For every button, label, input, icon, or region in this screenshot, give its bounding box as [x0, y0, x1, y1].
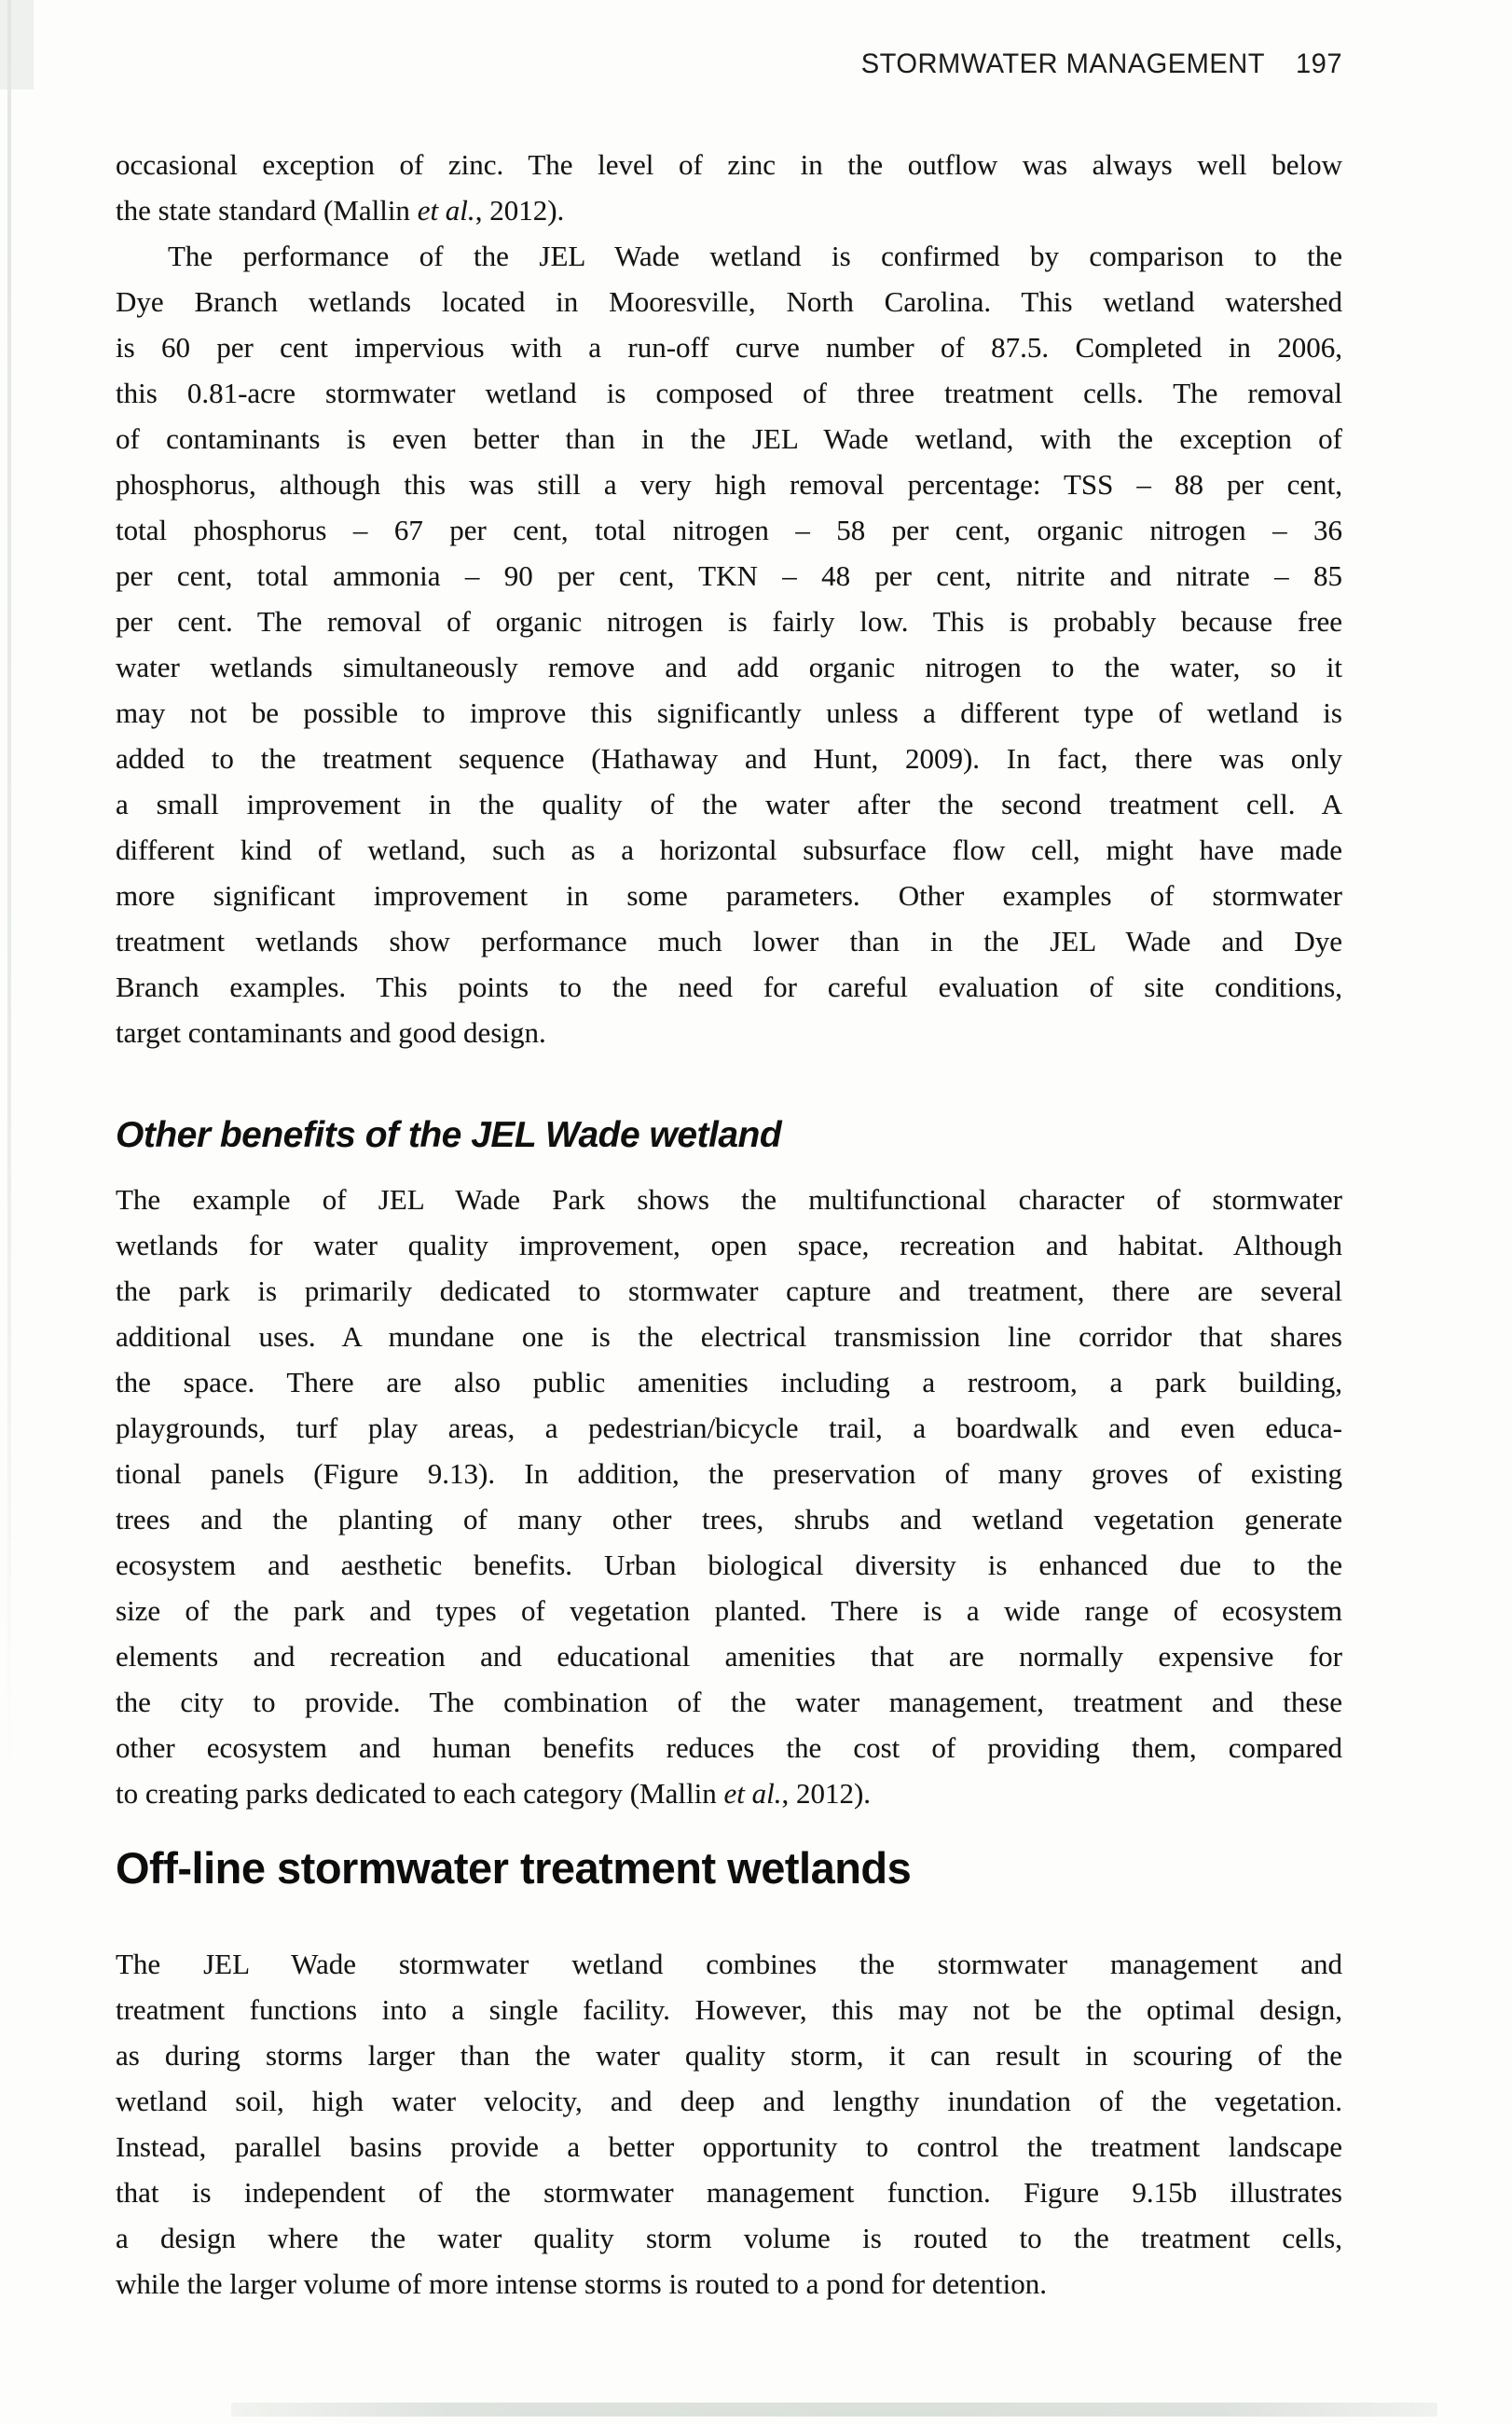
body-line: occasional exception of zinc. The level of zinc in the outflow was always well below	[116, 148, 1342, 181]
body-line: is 60 per cent impervious with a run-off curve number of 87.5. Completed in 2006,	[116, 331, 1342, 364]
body-line: Instead, parallel basins provide a better opportunity to control the treatment landscape	[116, 2130, 1342, 2163]
body-line: as during storms larger than the water quality storm, it can result in scouring of the	[116, 2039, 1342, 2072]
body-line: The example of JEL Wade Park shows the multifunctional character of stormwater	[116, 1183, 1342, 1216]
body-line: other ecosystem and human benefits reduces the cost of providing them, compared	[116, 1731, 1342, 1764]
body-line: to creating parks dedicated to each category (Mallin et al., 2012).	[116, 1777, 872, 1810]
body-line: Branch examples. This points to the need for careful evaluation of site conditions,	[116, 971, 1342, 1003]
body-line: the city to provide. The combination of the water management, treatment and these	[116, 1686, 1342, 1718]
body-line: phosphorus, although this was still a very high removal percentage: TSS – 88 per cent,	[116, 468, 1342, 501]
body-line: per cent. The removal of organic nitrogen is fairly low. This is probably because free	[116, 605, 1342, 638]
scan-corner-smudge	[0, 0, 34, 90]
section-heading-other-benefits: Other benefits of the JEL Wade wetland	[116, 1115, 782, 1155]
body-line: total phosphorus – 67 per cent, total nitrogen – 58 per cent, organic nitrogen – 36	[116, 514, 1342, 546]
running-title: STORMWATER MANAGEMENT	[860, 48, 1266, 79]
body-line: target contaminants and good design.	[116, 1016, 546, 1049]
body-line: wetland soil, high water velocity, and deep and lengthy inundation of the vegetation.	[116, 2085, 1342, 2117]
body-line: this 0.81-acre stormwater wetland is composed of three treatment cells. The removal	[116, 377, 1342, 409]
body-line: a small improvement in the quality of the water after the second treatment cell. A	[116, 788, 1342, 820]
scan-bottom-band	[231, 2403, 1437, 2417]
body-line: water wetlands simultaneously remove and add organic nitrogen to the water, so it	[116, 651, 1342, 683]
paragraph-other-benefits	[116, 1177, 1342, 1816]
body-line: playgrounds, turf play areas, a pedestrian/bicycle trail, a boardwalk and even educa-	[116, 1412, 1342, 1444]
paragraph-zinc	[116, 142, 1342, 233]
body-line: the park is primarily dedicated to stormwater capture and treatment, there are several	[116, 1274, 1342, 1307]
body-line: treatment wetlands show performance much lower than in the JEL Wade and Dye	[116, 925, 1342, 957]
body-line: more significant improvement in some parameters. Other examples of stormwater	[116, 879, 1342, 912]
body-line: may not be possible to improve this significantly unless a different type of wetland is	[116, 696, 1342, 729]
body-line: size of the park and types of vegetation planted. There is a wide range of ecosystem	[116, 1594, 1342, 1627]
body-line: trees and the planting of many other trees, shrubs and wetland vegetation generate	[116, 1503, 1342, 1536]
paragraph-dye-branch	[116, 233, 1342, 1055]
body-line: additional uses. A mundane one is the electrical transmission line corridor that shares	[116, 1320, 1342, 1353]
body-line: the space. There are also public amenities including a restroom, a park building,	[116, 1366, 1342, 1398]
body-line: elements and recreation and educational amenities that are normally expensive for	[116, 1640, 1342, 1673]
scan-edge-line	[7, 0, 11, 1771]
body-line: that is independent of the stormwater management function. Figure 9.15b illustrates	[116, 2176, 1342, 2209]
body-line: of contaminants is even better than in the JEL Wade wetland, with the exception of	[116, 422, 1342, 455]
paragraph-offline-wetlands	[116, 1941, 1342, 2307]
body-line: the state standard (Mallin et al., 2012).	[116, 194, 565, 227]
body-line: while the larger volume of more intense storms is routed to a pond for detention.	[116, 2267, 1047, 2300]
body-line: The performance of the JEL Wade wetland is confirmed by comparison to the	[168, 240, 1342, 272]
body-line: ecosystem and aesthetic benefits. Urban biological diversity is enhanced due to the	[116, 1549, 1342, 1581]
running-header	[583, 48, 1342, 80]
body-line: Dye Branch wetlands located in Mooresville, North Carolina. This wetland watershed	[116, 285, 1342, 318]
body-line: tional panels (Figure 9.13). In addition, the preservation of many groves of existing	[116, 1457, 1342, 1490]
body-line: a design where the water quality storm volume is routed to the treatment cells,	[116, 2222, 1342, 2254]
body-line: per cent, total ammonia – 90 per cent, TKN – 48 per cent, nitrite and nitrate – 85	[116, 559, 1342, 592]
body-line: The JEL Wade stormwater wetland combines the stormwater management and	[116, 1948, 1342, 1980]
body-line: different kind of wetland, such as a horizontal subsurface flow cell, might have made	[116, 833, 1342, 866]
body-line: treatment functions into a single facility. However, this may not be the optimal design,	[116, 1993, 1342, 2026]
page-number: 197	[1295, 48, 1342, 79]
body-line: wetlands for water quality improvement, open space, recreation and habitat. Although	[116, 1229, 1342, 1261]
section-heading-offline-wetlands: Off-line stormwater treatment wetlands	[116, 1843, 912, 1893]
body-line: added to the treatment sequence (Hathaway and Hunt, 2009). In fact, there was only	[116, 742, 1342, 775]
